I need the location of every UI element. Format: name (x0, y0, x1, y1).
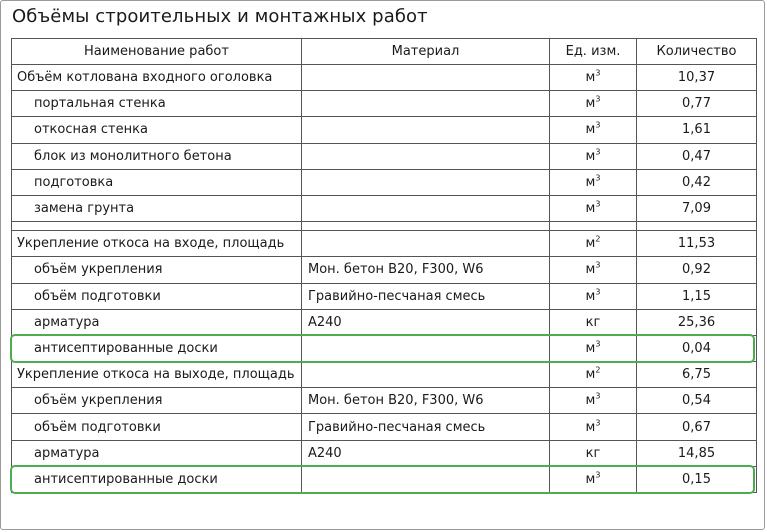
work-name: объём укрепления (12, 388, 302, 414)
separator-cell (550, 222, 637, 231)
unit-cell (550, 466, 637, 492)
unit-exponent: 2 (595, 365, 601, 375)
table-row (12, 414, 757, 440)
unit-exponent: 3 (595, 418, 601, 428)
separator-cell (12, 222, 302, 231)
material-cell: А240 (302, 440, 550, 466)
work-name: портальная стенка (12, 91, 302, 117)
table-row (12, 143, 757, 169)
unit-cell (550, 65, 637, 91)
table-header-row (12, 39, 757, 65)
unit-exponent: 3 (595, 68, 601, 78)
work-name: объём подготовки (12, 414, 302, 440)
separator-cell (302, 222, 550, 231)
material-cell: А240 (302, 309, 550, 335)
table-row (12, 91, 757, 117)
work-name: антисептированные доски (12, 335, 302, 361)
table-row (12, 309, 757, 335)
section-separator (12, 222, 757, 231)
unit-cell (550, 257, 637, 283)
unit-label: кг (585, 314, 601, 330)
quantity-cell: 6,75 (637, 362, 757, 388)
work-name: блок из монолитного бетона (12, 143, 302, 169)
unit-label: м (585, 148, 596, 164)
unit-exponent: 3 (595, 339, 601, 349)
material-cell: Мон. бетон B20, F300, W6 (302, 257, 550, 283)
material-cell (302, 65, 550, 91)
group-name: Укрепление откоса на выходе, площадь (12, 362, 302, 388)
table-row (12, 283, 757, 309)
material-cell (302, 117, 550, 143)
unit-cell (550, 195, 637, 221)
group-name: Объём котлована входного оголовка (12, 65, 302, 91)
quantity-cell: 0,42 (637, 169, 757, 195)
quantity-cell: 1,61 (637, 117, 757, 143)
unit-label: м (585, 96, 596, 112)
group-name: Укрепление откоса на входе, площадь (12, 231, 302, 257)
material-cell (302, 362, 550, 388)
unit-exponent: 3 (595, 94, 601, 104)
unit-cell (550, 335, 637, 361)
quantity-cell: 0,47 (637, 143, 757, 169)
unit-cell (550, 388, 637, 414)
unit-label: м (585, 122, 596, 138)
unit-label: м (585, 393, 596, 409)
work-name: откосная стенка (12, 117, 302, 143)
unit-label: м (585, 201, 596, 217)
material-cell (302, 335, 550, 361)
unit-cell (550, 169, 637, 195)
table-row (12, 388, 757, 414)
table-row (12, 169, 757, 195)
table-row (12, 466, 757, 492)
quantity-cell: 7,09 (637, 195, 757, 221)
unit-label: м (585, 236, 596, 252)
group-row (12, 231, 757, 257)
unit-exponent: 3 (595, 147, 601, 157)
material-cell (302, 231, 550, 257)
unit-exponent: 3 (595, 392, 601, 402)
unit-label: м (585, 419, 596, 435)
quantity-cell: 0,92 (637, 257, 757, 283)
unit-exponent: 3 (595, 121, 601, 131)
table-row (12, 335, 757, 361)
unit-cell (550, 91, 637, 117)
material-cell (302, 195, 550, 221)
table-row (12, 257, 757, 283)
quantity-cell: 10,37 (637, 65, 757, 91)
column-header-unit: Ед. изм. (550, 39, 637, 65)
unit-cell (550, 283, 637, 309)
material-cell: Гравийно-песчаная смесь (302, 414, 550, 440)
quantity-cell: 0,15 (637, 466, 757, 492)
group-row (12, 65, 757, 91)
quantity-cell: 0,54 (637, 388, 757, 414)
unit-label: м (585, 367, 596, 383)
table-row (12, 117, 757, 143)
unit-cell (550, 117, 637, 143)
quantity-cell: 14,85 (637, 440, 757, 466)
unit-label: м (585, 471, 596, 487)
material-cell: Гравийно-песчаная смесь (302, 283, 550, 309)
works-volume-table (11, 38, 757, 493)
quantity-cell: 0,77 (637, 91, 757, 117)
work-name: объём укрепления (12, 257, 302, 283)
unit-label: м (585, 288, 596, 304)
unit-exponent: 3 (595, 287, 601, 297)
unit-label: м (585, 174, 596, 190)
unit-exponent: 3 (595, 199, 601, 209)
unit-label: кг (585, 445, 601, 461)
column-header-name: Наименование работ (12, 39, 302, 65)
column-header-material: Материал (302, 39, 550, 65)
work-name: антисептированные доски (12, 466, 302, 492)
unit-cell (550, 143, 637, 169)
quantity-cell: 25,36 (637, 309, 757, 335)
quantity-cell: 0,67 (637, 414, 757, 440)
unit-cell (550, 231, 637, 257)
work-name: подготовка (12, 169, 302, 195)
separator-cell (637, 222, 757, 231)
table-row (12, 440, 757, 466)
material-cell (302, 143, 550, 169)
unit-cell (550, 440, 637, 466)
work-name: замена грунта (12, 195, 302, 221)
column-header-quantity: Количество (637, 39, 757, 65)
work-name: арматура (12, 440, 302, 466)
document-title: Объёмы строительных и монтажных работ (12, 6, 428, 27)
table-row (12, 195, 757, 221)
unit-cell (550, 362, 637, 388)
quantity-cell: 11,53 (637, 231, 757, 257)
quantity-cell: 0,04 (637, 335, 757, 361)
unit-exponent: 2 (595, 234, 601, 244)
work-name: арматура (12, 309, 302, 335)
material-cell: Мон. бетон B20, F300, W6 (302, 388, 550, 414)
unit-cell (550, 309, 637, 335)
material-cell (302, 466, 550, 492)
work-name: объём подготовки (12, 283, 302, 309)
unit-label: м (585, 262, 596, 278)
unit-label: м (585, 70, 596, 86)
group-row (12, 362, 757, 388)
unit-exponent: 3 (595, 173, 601, 183)
unit-exponent: 3 (595, 261, 601, 271)
unit-cell (550, 414, 637, 440)
unit-label: м (585, 340, 596, 356)
material-cell (302, 91, 550, 117)
quantity-cell: 1,15 (637, 283, 757, 309)
unit-exponent: 3 (595, 470, 601, 480)
material-cell (302, 169, 550, 195)
